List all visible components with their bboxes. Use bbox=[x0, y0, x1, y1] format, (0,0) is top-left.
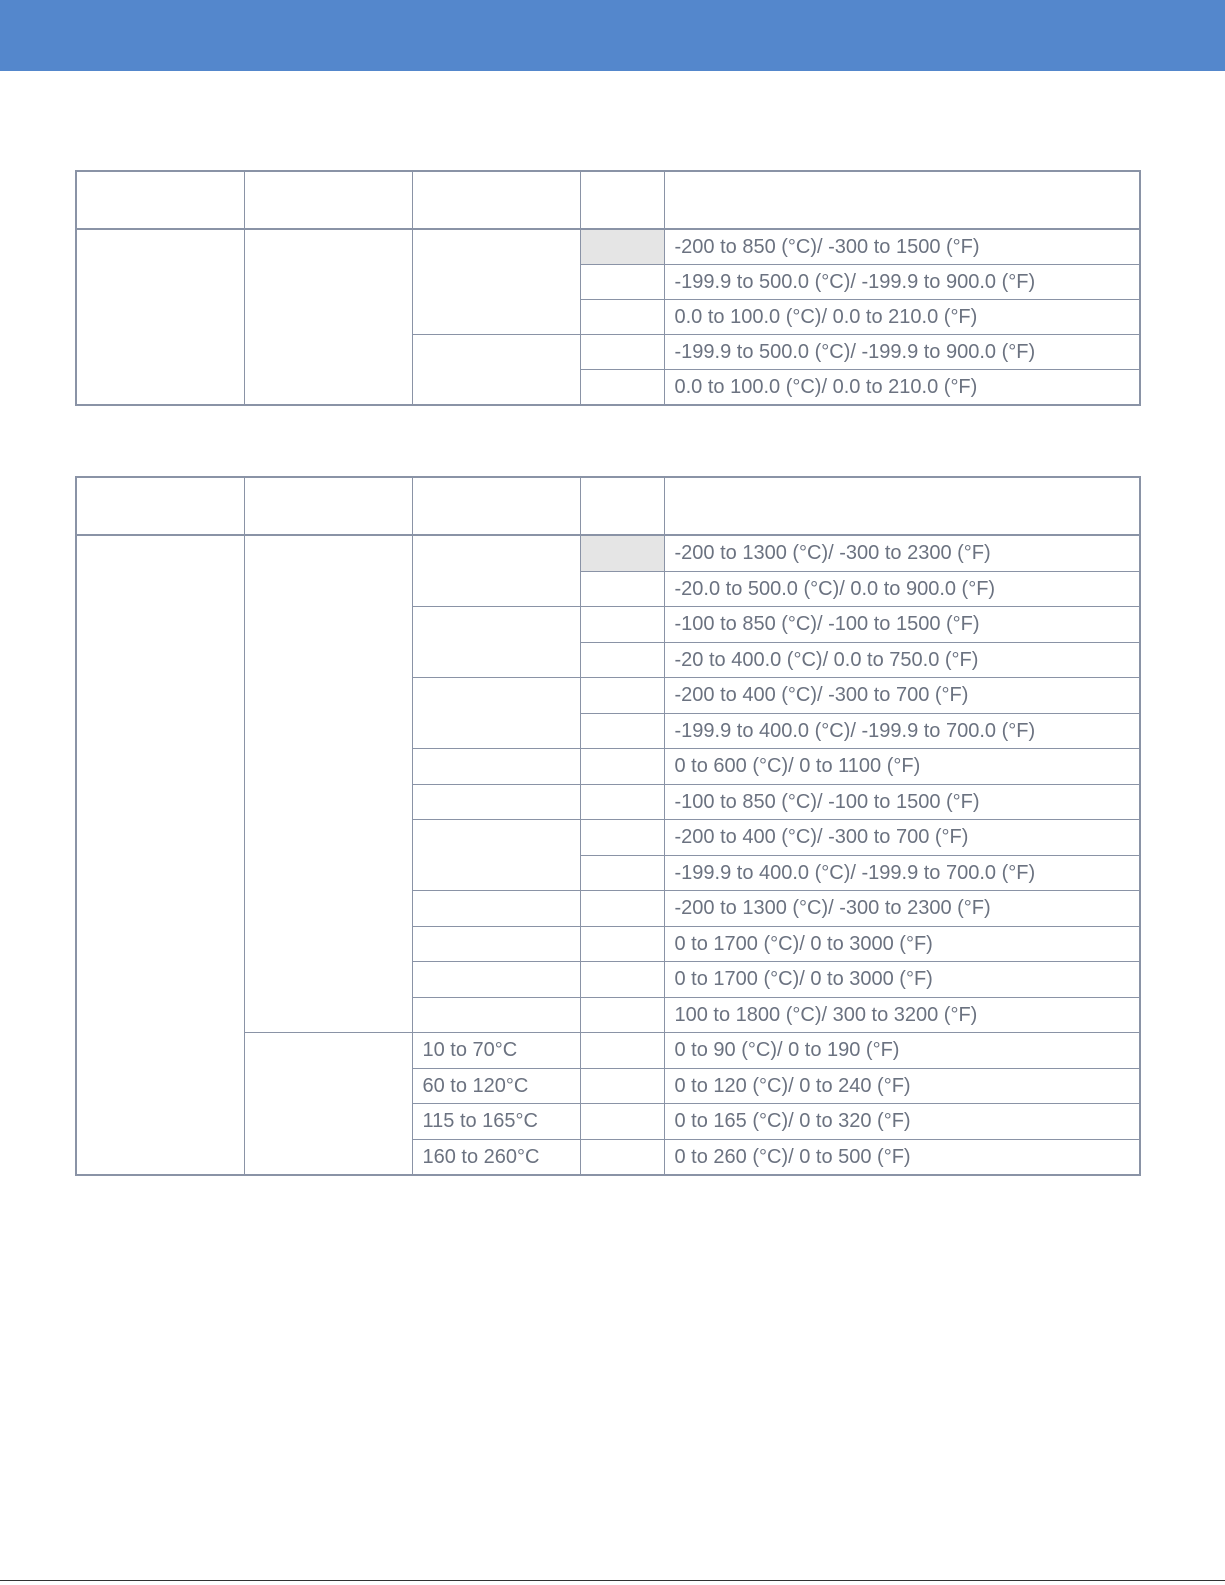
range-cell: 0.0 to 100.0 (°C)/ 0.0 to 210.0 (°F) bbox=[664, 370, 1140, 406]
range-cell: 0.0 to 100.0 (°C)/ 0.0 to 210.0 (°F) bbox=[664, 300, 1140, 335]
header-cell bbox=[244, 171, 412, 229]
code-cell bbox=[580, 749, 664, 785]
table-row bbox=[76, 535, 1140, 571]
code-cell bbox=[580, 1104, 664, 1140]
header-cell bbox=[412, 477, 580, 535]
range-cell: -200 to 850 (°C)/ -300 to 1500 (°F) bbox=[664, 229, 1140, 265]
type-cell bbox=[412, 749, 580, 785]
code-cell bbox=[580, 535, 664, 571]
code-cell bbox=[580, 642, 664, 678]
range-cell: -100 to 850 (°C)/ -100 to 1500 (°F) bbox=[664, 784, 1140, 820]
range-cell: -199.9 to 400.0 (°C)/ -199.9 to 700.0 (°F) bbox=[664, 855, 1140, 891]
subgroup-cell bbox=[244, 1033, 412, 1176]
range-cell: 0 to 260 (°C)/ 0 to 500 (°F) bbox=[664, 1139, 1140, 1175]
range-cell: -200 to 400 (°C)/ -300 to 700 (°F) bbox=[664, 678, 1140, 714]
sub-range-cell: 160 to 260°C bbox=[412, 1139, 580, 1175]
type-cell bbox=[412, 926, 580, 962]
type-cell bbox=[412, 607, 580, 678]
code-cell bbox=[580, 265, 664, 300]
table-header-row bbox=[76, 171, 1140, 229]
code-cell bbox=[580, 1139, 664, 1175]
type-cell bbox=[412, 678, 580, 749]
subgroup-cell bbox=[244, 229, 412, 405]
code-cell bbox=[580, 300, 664, 335]
range-cell: 0 to 1700 (°C)/ 0 to 3000 (°F) bbox=[664, 962, 1140, 998]
type-cell bbox=[412, 535, 580, 607]
sub-range-cell: 10 to 70°C bbox=[412, 1033, 580, 1069]
header-cell bbox=[580, 477, 664, 535]
code-cell bbox=[580, 784, 664, 820]
group-cell bbox=[76, 535, 244, 1175]
range-cell: 100 to 1800 (°C)/ 300 to 3200 (°F) bbox=[664, 997, 1140, 1033]
type-cell bbox=[412, 335, 580, 406]
code-cell bbox=[580, 820, 664, 856]
range-cell: 0 to 120 (°C)/ 0 to 240 (°F) bbox=[664, 1068, 1140, 1104]
header-bar bbox=[0, 0, 1225, 71]
type-cell bbox=[412, 997, 580, 1033]
type-cell bbox=[412, 891, 580, 927]
header-cell bbox=[664, 477, 1140, 535]
range-cell: -200 to 400 (°C)/ -300 to 700 (°F) bbox=[664, 820, 1140, 856]
header-cell bbox=[76, 477, 244, 535]
range-cell: -199.9 to 400.0 (°C)/ -199.9 to 700.0 (°F) bbox=[664, 713, 1140, 749]
code-cell bbox=[580, 855, 664, 891]
sub-range-cell: 115 to 165°C bbox=[412, 1104, 580, 1140]
range-cell: -199.9 to 500.0 (°C)/ -199.9 to 900.0 (°F) bbox=[664, 335, 1140, 370]
code-cell bbox=[580, 370, 664, 406]
group-cell bbox=[76, 229, 244, 405]
header-cell bbox=[76, 171, 244, 229]
range-cell: -100 to 850 (°C)/ -100 to 1500 (°F) bbox=[664, 607, 1140, 643]
range-cell: -20.0 to 500.0 (°C)/ 0.0 to 900.0 (°F) bbox=[664, 571, 1140, 607]
code-cell bbox=[580, 607, 664, 643]
range-cell: 0 to 1700 (°C)/ 0 to 3000 (°F) bbox=[664, 926, 1140, 962]
code-cell bbox=[580, 335, 664, 370]
header-cell bbox=[664, 171, 1140, 229]
code-cell bbox=[580, 713, 664, 749]
range-cell: 0 to 600 (°C)/ 0 to 1100 (°F) bbox=[664, 749, 1140, 785]
sub-range-cell: 60 to 120°C bbox=[412, 1068, 580, 1104]
range-cell: -199.9 to 500.0 (°C)/ -199.9 to 900.0 (°F) bbox=[664, 265, 1140, 300]
code-cell bbox=[580, 1068, 664, 1104]
code-cell bbox=[580, 571, 664, 607]
type-cell bbox=[412, 962, 580, 998]
type-cell bbox=[412, 784, 580, 820]
header-cell bbox=[244, 477, 412, 535]
range-cell: -200 to 1300 (°C)/ -300 to 2300 (°F) bbox=[664, 891, 1140, 927]
range-table-1 bbox=[75, 170, 1141, 406]
type-cell bbox=[412, 820, 580, 891]
type-cell bbox=[412, 229, 580, 335]
range-cell: 0 to 165 (°C)/ 0 to 320 (°F) bbox=[664, 1104, 1140, 1140]
code-cell bbox=[580, 997, 664, 1033]
range-table-2 bbox=[75, 476, 1141, 1176]
range-cell: -20 to 400.0 (°C)/ 0.0 to 750.0 (°F) bbox=[664, 642, 1140, 678]
table-header-row bbox=[76, 477, 1140, 535]
code-cell bbox=[580, 1033, 664, 1069]
table-row bbox=[76, 229, 1140, 265]
code-cell bbox=[580, 678, 664, 714]
header-cell bbox=[580, 171, 664, 229]
range-cell: -200 to 1300 (°C)/ -300 to 2300 (°F) bbox=[664, 535, 1140, 571]
code-cell bbox=[580, 962, 664, 998]
subgroup-cell bbox=[244, 535, 412, 1033]
footer-rule bbox=[0, 1580, 1225, 1581]
code-cell bbox=[580, 926, 664, 962]
code-cell bbox=[580, 229, 664, 265]
code-cell bbox=[580, 891, 664, 927]
range-cell: 0 to 90 (°C)/ 0 to 190 (°F) bbox=[664, 1033, 1140, 1069]
header-cell bbox=[412, 171, 580, 229]
